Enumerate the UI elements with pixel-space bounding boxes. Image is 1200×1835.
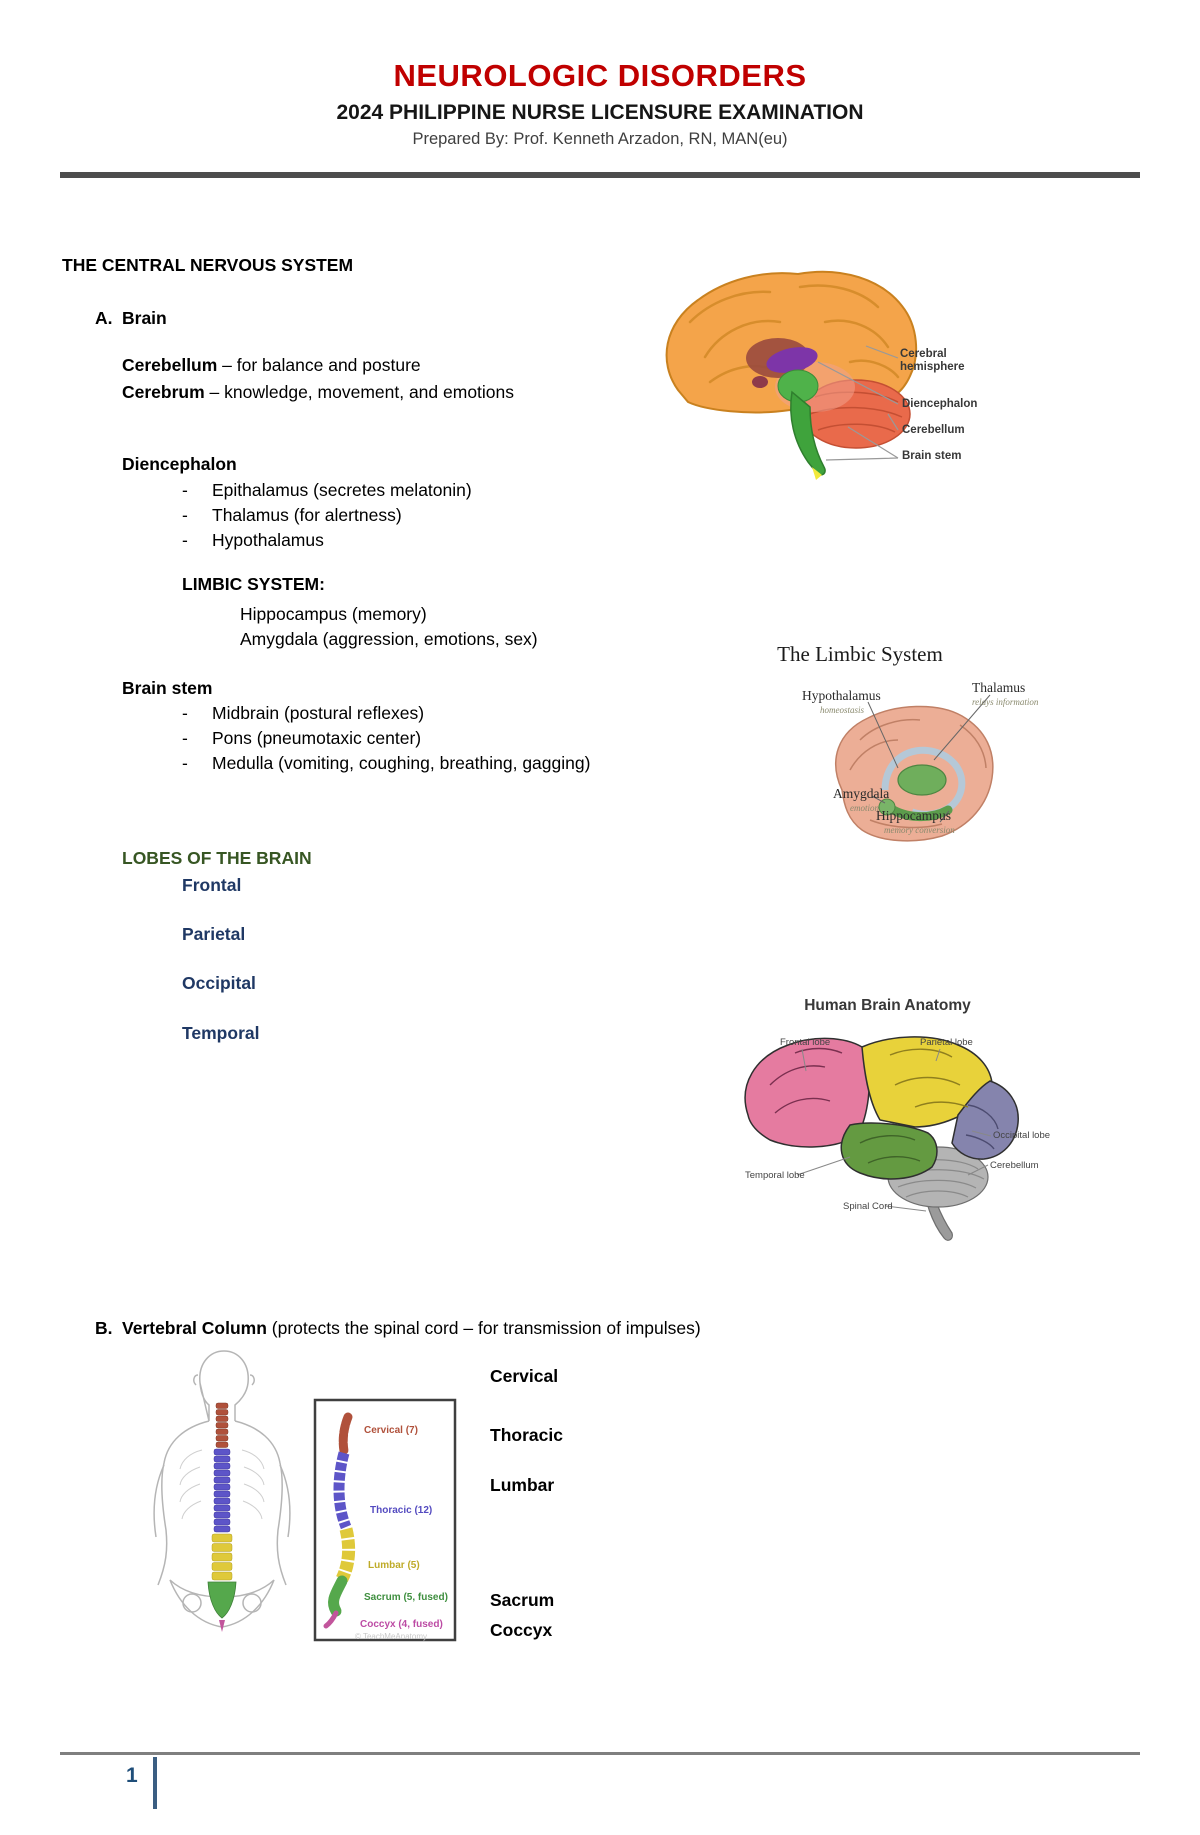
- cerebrum-desc: – knowledge, movement, and emotions: [204, 382, 515, 402]
- list-item-text: Epithalamus (secretes melatonin): [212, 480, 472, 500]
- item-a-brain: [95, 308, 167, 329]
- dash-bullet: -: [182, 753, 188, 773]
- page-number-bar: [153, 1757, 157, 1809]
- inset-label-thoracic: Thoracic (12): [370, 1505, 433, 1516]
- label-cerebellum: Cerebellum: [990, 1160, 1039, 1171]
- limbic-system-figure: [690, 640, 1040, 850]
- inset-label-coccyx: Coccyx (4, fused): [360, 1619, 443, 1630]
- limbic-item: Hippocampus (memory): [240, 604, 427, 624]
- lobe-item-frontal: Frontal: [182, 875, 242, 895]
- vertebral-title: Vertebral Column: [122, 1318, 267, 1338]
- list-item-text: Medulla (vomiting, coughing, breathing, gagging): [212, 753, 591, 773]
- spine-sacrum-segment: [208, 1582, 236, 1618]
- list-item: [182, 480, 472, 505]
- list-item: [182, 530, 472, 555]
- cerebrum-term: Cerebrum: [122, 382, 205, 402]
- list-item: [182, 753, 590, 778]
- label-temporal-lobe: Temporal lobe: [745, 1170, 805, 1181]
- lobe-item-parietal: Parietal: [182, 924, 246, 944]
- inset-label-sacrum: Sacrum (5, fused): [364, 1592, 448, 1603]
- spine-thoracic-segment: [214, 1449, 230, 1532]
- cerebellum-line: [122, 355, 421, 376]
- sublabel-homeostasis: homeostasis: [820, 705, 865, 715]
- list-item-text: Pons (pneumotaxic center): [212, 728, 422, 748]
- list-item: [182, 703, 590, 728]
- lobe-item-occipital: Occipital: [182, 973, 256, 993]
- page-subtitle: 2024 PHILIPPINE NURSE LICENSURE EXAMINATION: [336, 101, 864, 124]
- lobe-item-temporal: Temporal: [182, 1023, 260, 1043]
- list-item-text: Midbrain (postural reflexes): [212, 703, 425, 723]
- item-a-title: Brain: [122, 308, 167, 328]
- header-divider: [60, 172, 1140, 178]
- cerebellum-term: Cerebellum: [122, 355, 218, 375]
- column-label-thoracic: Thoracic: [490, 1425, 563, 1445]
- cerebellum-desc: – for balance and posture: [217, 355, 421, 375]
- item-b-letter: B.: [95, 1318, 113, 1338]
- label-thalamus: Thalamus: [972, 680, 1026, 695]
- thalamus-shape: [898, 765, 946, 795]
- vertebral-column-figure: [140, 1345, 480, 1655]
- label-spinal-cord: Spinal Cord: [843, 1201, 893, 1212]
- inset-label-cervical: Cervical (7): [364, 1425, 418, 1436]
- spine-lumbar-segment: [212, 1534, 232, 1580]
- label-diencephalon: Diencephalon: [902, 398, 978, 410]
- label-cerebral-hemisphere: Cerebral hemisphere: [900, 348, 965, 373]
- limbic-item: Amygdala (aggression, emotions, sex): [240, 629, 538, 649]
- page-title: NEUROLOGIC DISORDERS: [393, 58, 807, 93]
- hypothalamus-dot: [752, 376, 768, 388]
- sublabel-relays-information: relays information: [972, 697, 1039, 707]
- brain-anatomy-figure: [700, 995, 1100, 1270]
- brain-sagittal-figure: [650, 262, 990, 482]
- column-label-coccyx: Coccyx: [490, 1620, 553, 1640]
- limbic-illustration: [690, 640, 1040, 850]
- label-amygdala: Amygdala: [833, 786, 890, 801]
- label-brain-stem: Brain stem: [902, 450, 962, 462]
- label-frontal-lobe: Frontal lobe: [780, 1037, 831, 1048]
- vertebral-desc: (protects the spinal cord – for transmission of impulses): [266, 1318, 701, 1338]
- label-occipital-lobe: Occipital lobe: [993, 1130, 1051, 1141]
- limbic-figure-title: The Limbic System: [777, 642, 943, 666]
- dash-bullet: -: [182, 728, 188, 748]
- diencephalon-heading: Diencephalon: [122, 454, 237, 474]
- item-b-text: [122, 1318, 701, 1339]
- anatomy-figure-title: Human Brain Anatomy: [804, 997, 971, 1014]
- label-cerebellum: Cerebellum: [902, 424, 965, 436]
- vertebral-illustration: [140, 1345, 480, 1655]
- sublabel-emotion: emotion: [850, 803, 879, 813]
- dash-bullet: -: [182, 703, 188, 723]
- column-label-cervical: Cervical: [490, 1366, 559, 1386]
- list-item-text: Hypothalamus: [212, 530, 324, 550]
- lobes-heading: LOBES OF THE BRAIN: [122, 848, 312, 868]
- inset-label-lumbar: Lumbar (5): [368, 1560, 420, 1571]
- label-parietal-lobe: Parietal lobe: [920, 1037, 973, 1048]
- cns-heading: THE CENTRAL NERVOUS SYSTEM: [62, 255, 354, 275]
- item-a-letter: A.: [95, 308, 113, 328]
- spine-cervical-segment: [216, 1403, 228, 1448]
- list-item-text: Thalamus (for alertness): [212, 505, 402, 525]
- prepared-by-line: Prepared By: Prof. Kenneth Arzadon, RN, MAN(eu): [412, 130, 788, 148]
- diencephalon-list: [182, 480, 472, 555]
- dash-bullet: -: [182, 505, 188, 525]
- list-item: [182, 728, 590, 753]
- list-item: [182, 505, 472, 530]
- watermark-text: © TeachMeAnatomy: [354, 1632, 427, 1641]
- sublabel-memory-conversion: memory conversion: [884, 825, 955, 835]
- limbic-heading: LIMBIC SYSTEM:: [182, 574, 325, 594]
- brainstem-list: [182, 703, 590, 778]
- label-hippocampus: Hippocampus: [876, 808, 951, 823]
- footer-divider: [60, 1752, 1140, 1755]
- brainstem-heading: Brain stem: [122, 678, 213, 698]
- column-label-sacrum: Sacrum: [490, 1590, 555, 1610]
- page-number: 1: [126, 1764, 138, 1787]
- dash-bullet: -: [182, 480, 188, 500]
- dash-bullet: -: [182, 530, 188, 550]
- temporal-lobe-shape: [841, 1123, 937, 1179]
- label-hypothalamus: Hypothalamus: [802, 688, 881, 703]
- column-label-lumbar: Lumbar: [490, 1475, 555, 1495]
- cerebrum-line: [122, 382, 514, 403]
- item-b-vertebral: [95, 1318, 701, 1339]
